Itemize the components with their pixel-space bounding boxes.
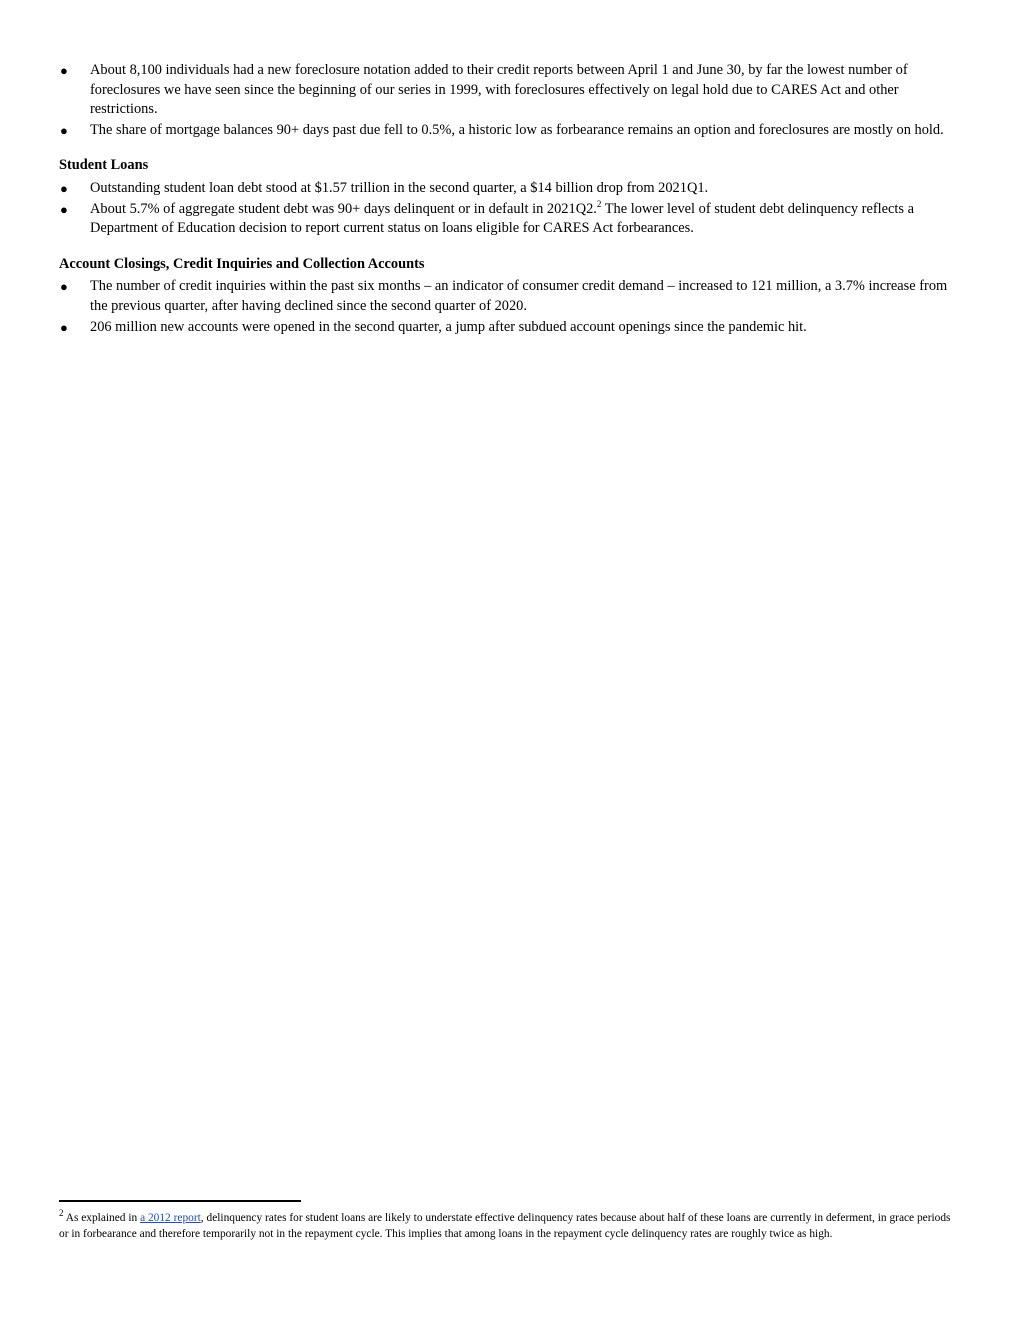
bullet-text: 206 million new accounts were opened in the second quarter, a jump after subdued account openings since the pandemic hit.: [90, 318, 807, 335]
footnote: [59, 1210, 959, 1242]
bullet-text: About 8,100 individuals had a new foreclosure notation added to their credit reports between April 1 and June 30, by far the lowest number of foreclosures we have seen since the beginning of our series in 1999, with foreclosures effectively on legal hold due to CARES Act and other restrictions.: [90, 62, 908, 118]
footnote-reference[interactable]: 2: [596, 198, 602, 209]
bullet-text: Outstanding student loan debt stood at $1.57 trillion in the second quarter, a $14 billion drop from 2021Q1.: [90, 179, 709, 196]
student-loans-bullet-list: [59, 179, 959, 239]
list-item: [59, 277, 959, 316]
list-item: [59, 179, 959, 199]
body-text: [59, 61, 959, 337]
mortgage-bullet-list: [59, 61, 959, 140]
bullet-icon: ●: [60, 201, 68, 217]
accounts-heading: Account Closings, Credit Inquiries and Collection Accounts: [59, 255, 425, 272]
footnote-number: 2: [59, 1208, 64, 1219]
list-item: [59, 200, 959, 239]
bullet-text-part: The lower level of student debt delinquency reflects a Department of Education decision to report current status on loans eligible for CARES Act forbearances.: [90, 200, 915, 237]
bullet-icon: ●: [60, 319, 68, 335]
bullet-text-part: About 5.7% of aggregate student debt was 90+ days delinquent or in default in 2021Q2.: [90, 200, 597, 217]
accounts-bullet-list: [59, 277, 959, 337]
footnote-separator: [59, 1200, 301, 1202]
bullet-icon: ●: [60, 63, 68, 78]
report-link[interactable]: a 2012 report: [140, 1212, 201, 1224]
footnote-text: , delinquency rates for student loans are likely to understate effective delinquency rates because about half of these loans are currently in deferment, in grace periods or in forbearance and therefore temporarily not in the repayment cycle. This implies that among loans in the repayment cycle delinquency rates are roughly twice as high.: [59, 1212, 951, 1240]
bullet-icon: ●: [60, 279, 68, 295]
list-item: [59, 318, 959, 338]
bullet-icon: ●: [60, 180, 68, 196]
list-item: [59, 61, 959, 120]
bullet-text: The share of mortgage balances 90+ days past due fell to 0.5%, a historic low as forbearance remains an option and foreclosures are mostly on hold.: [90, 121, 944, 138]
bullet-text: [90, 198, 915, 237]
bullet-icon: ●: [60, 122, 68, 138]
student-loans-heading: Student Loans: [59, 157, 149, 174]
list-item: [59, 121, 959, 141]
bullet-text: The number of credit inquiries within the past six months – an indicator of consumer credit demand – increased to 121 million, a 3.7% increase from the previous quarter, after having declined since the second quarter of 2020.: [90, 278, 948, 314]
footnote-text: As explained in: [63, 1212, 141, 1224]
